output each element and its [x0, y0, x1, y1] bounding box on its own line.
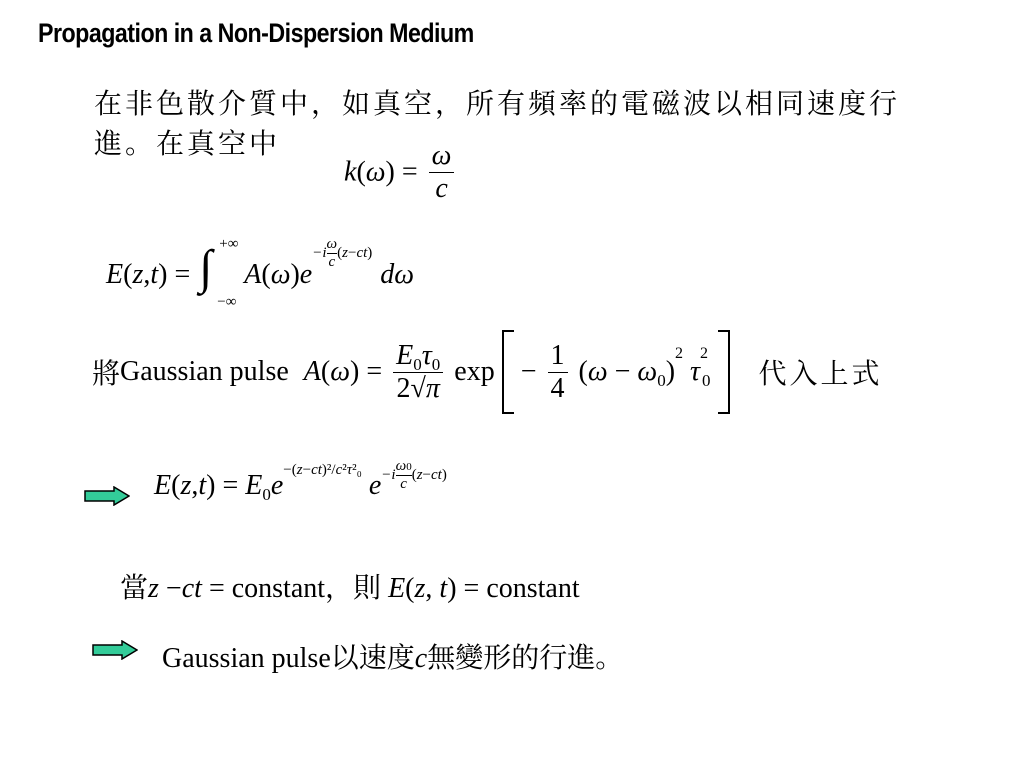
- field-integral-equation: E(z,t) = ∫ +∞ −∞ A(ω)e−i $\frac{\omega}{c}$ (z−ct)dω: [106, 236, 415, 310]
- gaussian-pulse-line: 將Gaussian pulse A(ω) = $\frac{E_0\tau_0}{2√\pi}$ exp − $\frac{1}{4}$ $(\omega - \omega_0)^2$ $\tau^2_0$ 代入上式: [92, 330, 883, 414]
- constant-condition-line: 當z −ct = constant，則 E(z, t) = constant: [120, 571, 580, 604]
- page-title: Propagation in a Non-Dispersion Medium: [38, 18, 474, 48]
- when-constant-1: constant: [231, 573, 326, 604]
- substitute-prefix: 將: [92, 357, 121, 390]
- when-prefix: 當: [120, 571, 149, 604]
- substitute-suffix: 代入上式: [758, 357, 883, 390]
- dispersion-relation-equation: k(ω) = $\frac{\omega}{c}$: [344, 140, 458, 205]
- conclusion-line: [162, 636, 623, 676]
- when-constant-2: constant: [486, 573, 580, 604]
- intro-line-2: 進。在真空中: [94, 127, 281, 160]
- substitute-pulse-label: Gaussian pulse: [120, 356, 289, 387]
- right-arrow-icon: [92, 640, 138, 660]
- when-mid: ，則: [325, 571, 382, 604]
- conclusion-end: 無變形的行進。: [427, 641, 624, 674]
- conclusion-variable: c: [414, 643, 428, 674]
- gaussian-result-equation: $E(z,t) = E_0e^{-(z-ct)^2/c^2\tau^2_0}$ e−i $\frac{\omega 0}{c}$ (z−ct): [154, 458, 447, 504]
- conclusion-pulse-label: Gaussian pulse: [162, 643, 331, 674]
- intro-paragraph: [94, 84, 994, 164]
- conclusion-mid: 以速度: [330, 641, 415, 674]
- right-arrow-icon: [84, 486, 130, 506]
- intro-line-1: 在非色散介質中，如真空，所有頻率的電磁波以相同速度行: [94, 87, 901, 120]
